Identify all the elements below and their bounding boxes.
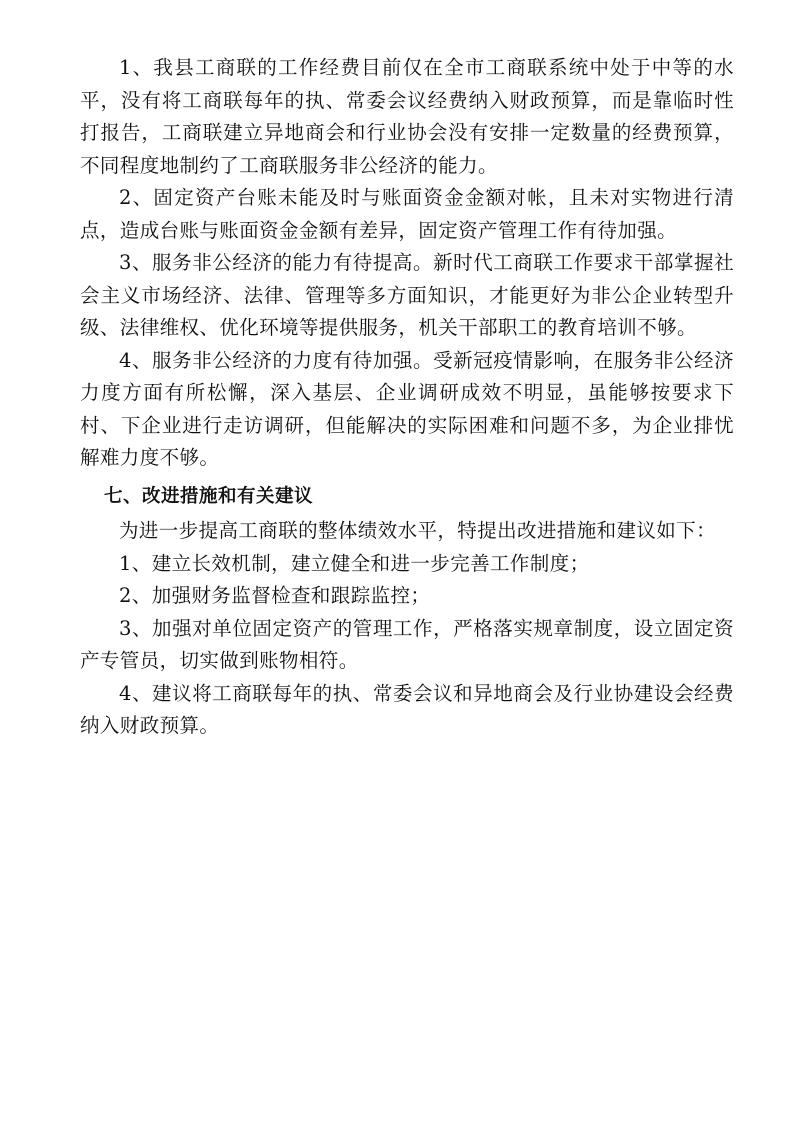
paragraph-measure-4: 4、建议将工商联每年的执、常委会议和异地商会及行业协建设会经费纳入财政预算。 bbox=[80, 681, 734, 737]
paragraph-measure-3: 3、加强对单位固定资产的管理工作，严格落实规章制度，设立固定资产专管员，切实做到账物相符。 bbox=[80, 616, 734, 672]
section-heading: 七、改进措施和有关建议 bbox=[104, 485, 314, 507]
paragraph-problem-4: 4、服务非公经济的力度有待加强。受新冠疫情影响，在服务非公经济力度方面有所松懈，深入基层、企业调研成效不明显，虽能够按要求下村、下企业进行走访调研，但能解决的实际困难和问题不多，为企业排忧解难力度不够。 bbox=[80, 348, 734, 469]
paragraph-problem-3: 3、服务非公经济的能力有待提高。新时代工商联工作要求干部掌握社会主义市场经济、法律、管理等多方面知识，才能更好为非公企业转型升级、法律维权、优化环境等提供服务，机关干部职工的教育培训不够。 bbox=[80, 251, 734, 339]
paragraph-measure-1: 1、建立长效机制，建立健全和进一步完善工作制度； bbox=[119, 551, 590, 575]
paragraph-intro: 为进一步提高工商联的整体绩效水平，特提出改进措施和建议如下： bbox=[119, 519, 717, 542]
paragraph-measure-2: 2、加强财务监督检查和跟踪监控； bbox=[119, 584, 431, 607]
paragraph-problem-2: 2、固定资产台账未能及时与账面资金金额对帐，且未对实物进行清点，造成台账与账面资金金额有差异，固定资产管理工作有待加强。 bbox=[80, 186, 734, 242]
document-page bbox=[80, 52, 734, 743]
paragraph-problem-1: 1、我县工商联的工作经费目前仅在全市工商联系统中处于中等的水平，没有将工商联每年的执、常委会议经费纳入财政预算，而是靠临时性打报告，工商联建立异地商会和行业协会没有安排一定数量的经费预算，不同程度地制约了工商联服务非公经济的能力。 bbox=[80, 56, 734, 177]
